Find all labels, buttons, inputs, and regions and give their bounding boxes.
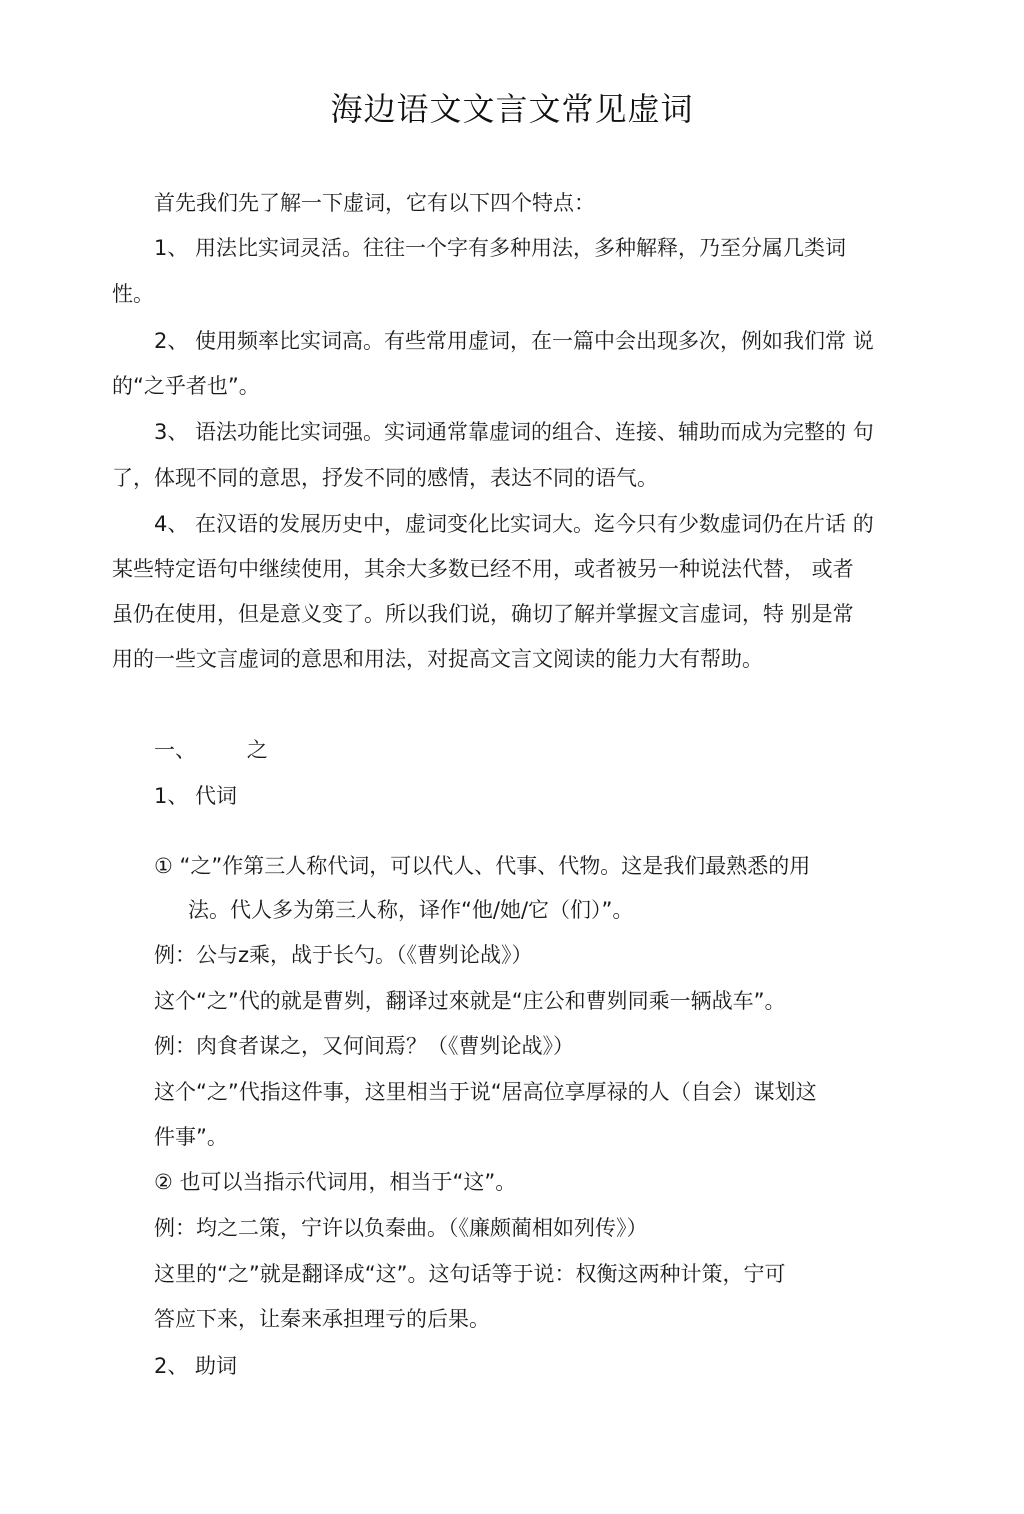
section-heading xyxy=(154,736,268,764)
feature-3-line-2: 了，体现不同的意思，抒发不同的感情，表达不同的语气。 xyxy=(112,466,658,490)
feature-4-line-2: 某些特定语句中继续使用，其余大多数已经不用，或者被另一种说法代替， 或者 xyxy=(112,557,854,581)
feature-4-line-3: 虽仍在使用，但是意义变了。所以我们说，确切了解并掌握文言虚词，特 别是常 xyxy=(112,602,854,626)
example-3-explanation-line-2: 答应下来，让秦来承担理亏的后果。 xyxy=(154,1307,490,1331)
feature-1-line-2: 性。 xyxy=(112,282,154,306)
feature-4-line-4: 用的一些文言虚词的意思和用法，对捉高文言文阅读的能力大有帮助。 xyxy=(112,647,763,671)
example-1: 例：公与z乘，战于长勺。（《曹刿论战》） xyxy=(154,943,533,967)
usage-1-line-2: 法。代人多为第三人称，译作“他/她/它（们）”。 xyxy=(188,898,634,922)
usage-2: ② 也可以当指示代词用，相当于“这”。 xyxy=(154,1170,517,1194)
example-2-explanation-line-2: 件事”。 xyxy=(154,1125,228,1149)
example-3: 例：均之二策，宁许以负秦曲。（《廉颇蔺相如列传》） xyxy=(154,1216,648,1240)
feature-4-line-1: 4、 在汉语的发展历史中，虚词变化比实词大。迄今只有少数虚词仍在片话 的 xyxy=(154,512,874,536)
usage-1-line-1: ① “之”作第三人称代词，可以代人、代事、代物。这是我们最熟悉的用 xyxy=(154,854,811,878)
section-number: 一、 xyxy=(154,738,196,762)
feature-2-line-1: 2、 使用频率比实词高。有些常用虚词，在一篇中会出现多次，例如我们常 说 xyxy=(154,329,874,353)
example-1-explanation: 这个“之”代的就是曹刿，翻译过來就是“庄公和曹刿同乘一辆战车”。 xyxy=(154,989,786,1013)
feature-3-line-1: 3、 语法功能比实词强。实词通常靠虚词的组合、连接、辅助而成为完整的 句 xyxy=(154,420,874,444)
example-2-explanation-line-1: 这个“之”代指这件事，这里相当于说“居高位享厚禄的人（自会）谋划这 xyxy=(154,1080,817,1104)
document-title: 海边语文文言文常见虚词 xyxy=(330,90,694,128)
subsection-particle: 2、 助词 xyxy=(154,1354,238,1378)
feature-2-line-2: 的“之乎者也”。 xyxy=(112,374,260,398)
example-2: 例：肉食者谋之，又何间焉？（《曹刿论战》） xyxy=(154,1034,574,1058)
feature-1-line-1: 1、 用法比实词灵活。往往一个字有多种用法，多种解释，乃至分属几类词 xyxy=(154,236,847,260)
subsection-pronoun: 1、 代词 xyxy=(154,784,238,808)
intro-lead: 首先我们先了解一下虚词，它有以下四个特点： xyxy=(154,191,595,215)
example-3-explanation-line-1: 这里的“之”就是翻译成“这”。这句话等于说：权衡这两种计策，宁可 xyxy=(154,1262,786,1286)
section-character: 之 xyxy=(246,738,268,762)
